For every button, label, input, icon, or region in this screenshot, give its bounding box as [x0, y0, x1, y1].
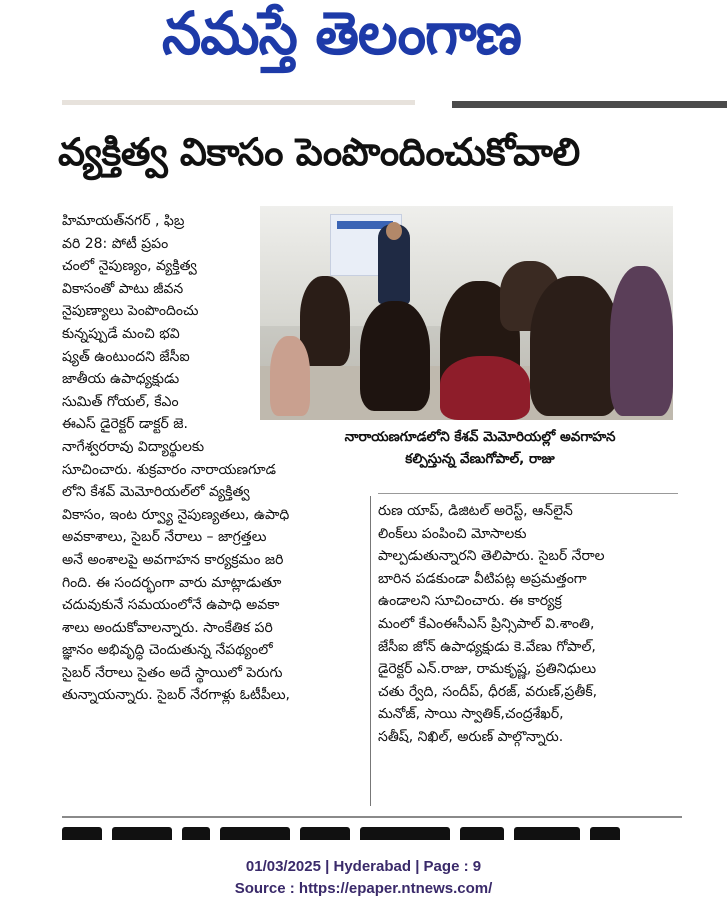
caption-line: కల్పిస్తున్న వేణుగోపాల్, రాజు	[405, 451, 555, 467]
article-headline: వ్యక్తిత్వ వికాసం పెంపొందించుకోవాలి	[58, 130, 580, 174]
article-line: మనోజ్, సాయి స్వాతిక్,చంద్రశేఖర్,	[378, 706, 564, 723]
article-line: జేసీఐ జోన్ ఉపాధ్యక్షుడు కె.వేణు గోపాల్,	[378, 638, 596, 655]
article-line: నాగేశ్వరరావు విద్యార్థులకు	[62, 438, 205, 455]
footer-source-line: Source : https://epaper.ntnews.com/	[234, 880, 493, 897]
bottom-rule	[62, 816, 682, 818]
column-1-wide	[62, 459, 362, 708]
article-line: లింక్‌లు పంపించి మోసాలకు	[378, 525, 527, 542]
article-line: మంలో కేఎంఈసీఎస్ ప్రిన్సిపాల్ వి.శాంతి,	[378, 615, 595, 632]
newspaper-title: నమస్తే తెలంగాణ	[162, 0, 521, 69]
article-line: కున్నప్పుడే మంచి భవి	[62, 325, 180, 342]
article-line: బారిన పడకుండా వీటిపట్ల అప్రమత్తంగా	[378, 570, 587, 587]
article-line: వరి 28: పోటీ ప్రపం	[62, 235, 169, 252]
footer-date-line: 01/03/2025 | Hyderabad | Page : 9	[245, 858, 482, 875]
article-line: జాతీయ ఉపాధ్యక్షుడు	[62, 371, 180, 388]
article-line: జ్ఞానం అభివృద్ధి చెందుతున్న నేపథ్యంలో	[62, 642, 273, 659]
article-line: చంలో నైపుణ్యం, వ్యక్తిత్వ	[62, 258, 197, 275]
article-line: డైరెక్టర్ ఎన్.రాజు, రామకృష్ణ, ప్రతినిధులు	[378, 661, 597, 678]
column-divider	[370, 496, 371, 806]
article-line: ఈఎస్ డైరెక్టర్ డాక్టర్ జె.	[62, 416, 188, 433]
article-line: శాలు అందుకోవాలన్నారు. సాంకేతిక పరి	[62, 619, 273, 636]
article-line: చదువుకునే సమయంలోనే ఉపాధి అవకా	[62, 597, 280, 614]
article-line: సుమిత్ గోయల్, కేఎం	[62, 393, 179, 410]
article-column-1	[62, 210, 362, 707]
article-line: గింది. ఈ సందర్భంగా వారు మాట్లాడుతూ	[62, 574, 282, 591]
page-footer	[0, 856, 727, 900]
article-line: అనే అంశాలపై అవగాహన కార్యక్రమం జరి	[62, 551, 284, 568]
article-line: అవకాశాలు, సైబర్ నేరాలు – జాగ్రత్తలు	[62, 529, 267, 546]
caption-line: నారాయణగూడలోని కేశవ్ మెమోరియల్లో అవగాహన	[344, 429, 616, 445]
article-line: సతీష్, నిఖిల్, అరుణ్ పాల్గొన్నారు.	[378, 728, 564, 745]
next-article-strip	[62, 826, 672, 840]
article-line: రుణ యాప్, డిజిటల్ అరెస్ట్, ఆన్‌లైన్	[378, 503, 573, 519]
article-line: పాల్పడుతున్నారని తెలిపారు. సైబర్ నేరాల	[378, 548, 605, 565]
article-line: నైపుణ్యాలు పెంపొందించు	[62, 303, 199, 320]
article-line: వికాసంతో పాటు జీవన	[62, 280, 184, 297]
speaker-figure	[378, 224, 410, 304]
article-line: హిమాయత్‌నగర్ , ఫిబ్ర	[62, 213, 185, 229]
column-1-narrow	[62, 210, 252, 459]
header-rule-right	[452, 101, 727, 108]
article-line: ష్యత్ ఉంటుందని జేసీఐ	[62, 348, 190, 365]
column-divider-top	[378, 493, 678, 494]
article-line: సైబర్ నేరాలు సైతం అదే స్థాయిలో పెరుగు	[62, 664, 283, 681]
article-line: తున్నాయన్నారు. సైబర్ నేరగాళ్లు ఓటీపీలు,	[62, 687, 290, 704]
article-line: సూచించారు. శుక్రవారం నారాయణగూడ	[62, 461, 276, 478]
header-rule-left	[62, 100, 415, 105]
article-line: లోని కేశవ్ మెమోరియల్‌లో వ్యక్తిత్వ	[62, 484, 250, 501]
article-line: వికాసం, ఇంట ర్వ్యూ నైపుణ్యతలు, ఉపాధి	[62, 506, 290, 523]
article-line: ఉండాలని సూచించారు. ఈ కార్యక్ర	[378, 593, 562, 610]
article-column-2	[378, 500, 674, 749]
article-line: చతు ర్వేది, సందీప్, ధీరజ్, వరుణ్,ప్రతీక్,	[378, 683, 598, 700]
masthead	[0, 0, 727, 100]
